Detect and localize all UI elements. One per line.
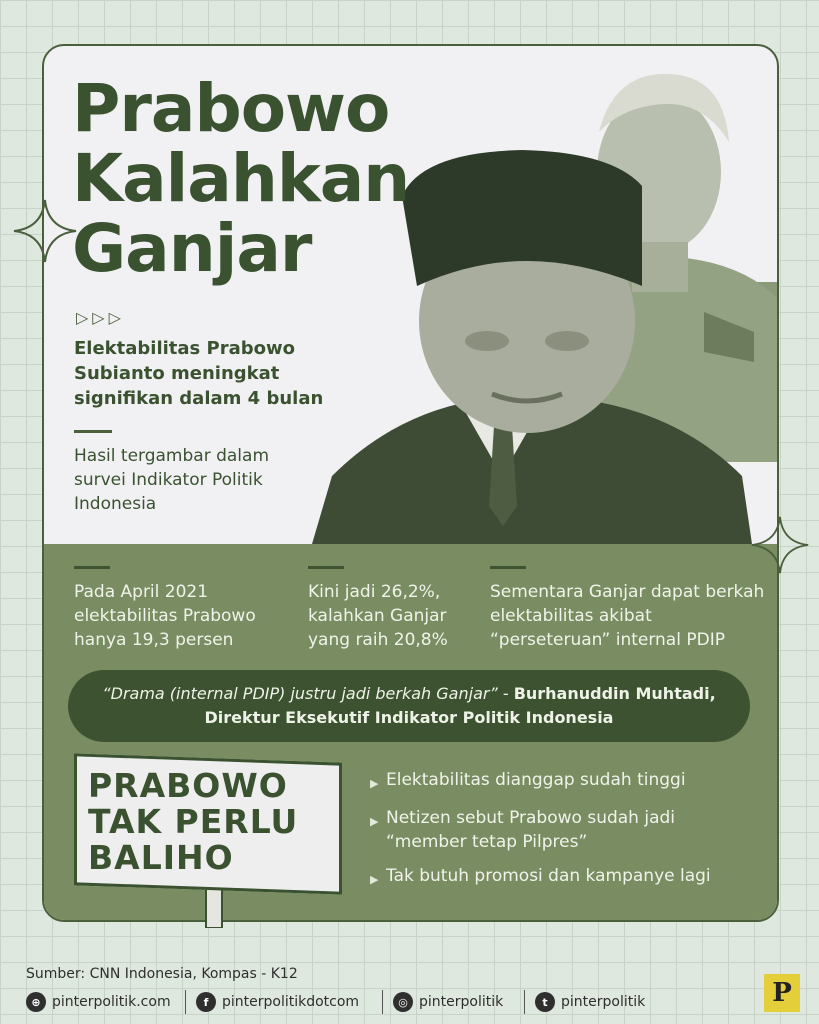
divider — [74, 566, 110, 569]
social-label: pinterpolitikdotcom — [222, 994, 360, 1010]
list-item — [370, 806, 760, 854]
headline-line: Kalahkan — [72, 140, 410, 217]
arrow-icons: ▷▷▷ — [76, 308, 125, 327]
billboard-line: PRABOWO — [88, 766, 288, 805]
description: Hasil tergambar dalam survei Indikator Politik Indonesia — [74, 446, 270, 514]
headline — [72, 70, 512, 287]
list-item-text: Tak butuh promosi dan kampanye lagi — [386, 866, 711, 886]
billboard-line: BALIHO — [88, 838, 234, 877]
sparkle-icon — [12, 198, 78, 264]
pinterpolitik-logo: P — [764, 974, 800, 1012]
social-label: pinterpolitik — [419, 994, 504, 1010]
divider — [490, 566, 526, 569]
instagram-icon: ◎ — [393, 992, 413, 1012]
globe-icon: ⊕ — [26, 992, 46, 1012]
billboard-text — [88, 768, 338, 876]
quote-text: “Drama (internal PDIP) justru jadi berkah Ganjar” — [102, 684, 498, 703]
facebook-icon: f — [196, 992, 216, 1012]
social-facebook[interactable] — [196, 992, 359, 1012]
bullet-list — [370, 768, 760, 902]
social-twitter[interactable] — [535, 992, 645, 1012]
list-item — [370, 864, 760, 892]
subtitle: Elektabilitas Prabowo Subianto meningkat signifikan dalam 4 bulan — [74, 338, 324, 409]
quote-separator: - — [497, 684, 514, 703]
source-text: Sumber: CNN Indonesia, Kompas - K12 — [26, 966, 298, 982]
divider — [185, 990, 186, 1014]
social-instagram[interactable] — [393, 992, 503, 1012]
billboard-line: TAK PERLU — [88, 802, 299, 841]
quote-box — [68, 670, 750, 742]
headline-line: Ganjar — [72, 210, 312, 287]
triangle-icon: ▶ — [370, 777, 379, 790]
footer — [0, 958, 819, 1024]
quote-author: Burhanuddin Muhtadi, Direktur Eksekutif Indikator Politik Indonesia — [204, 684, 716, 727]
social-website[interactable] — [26, 992, 171, 1012]
divider — [382, 990, 383, 1014]
stat-ganjar: Sementara Ganjar dapat berkah elektabilitas akibat “perseteruan” internal PDIP — [490, 582, 765, 650]
twitter-icon: t — [535, 992, 555, 1012]
divider — [74, 430, 112, 433]
social-label: pinterpolitik — [561, 994, 646, 1010]
social-label: pinterpolitik.com — [52, 994, 171, 1010]
list-item-text: Netizen sebut Prabowo sudah jadi “member tetap Pilpres” — [386, 808, 676, 852]
triangle-icon: ▶ — [370, 873, 379, 886]
list-item-text: Elektabilitas dianggap sudah tinggi — [386, 770, 686, 790]
headline-line: Prabowo — [72, 70, 390, 147]
divider — [308, 566, 344, 569]
divider — [524, 990, 525, 1014]
list-item — [370, 768, 760, 796]
sparkle-icon — [750, 515, 810, 575]
triangle-icon: ▶ — [370, 815, 379, 828]
stat-april: Pada April 2021 elektabilitas Prabowo hanya 19,3 persen — [74, 582, 256, 650]
stat-now: Kini jadi 26,2%, kalahkan Ganjar yang raih 20,8% — [308, 582, 448, 650]
